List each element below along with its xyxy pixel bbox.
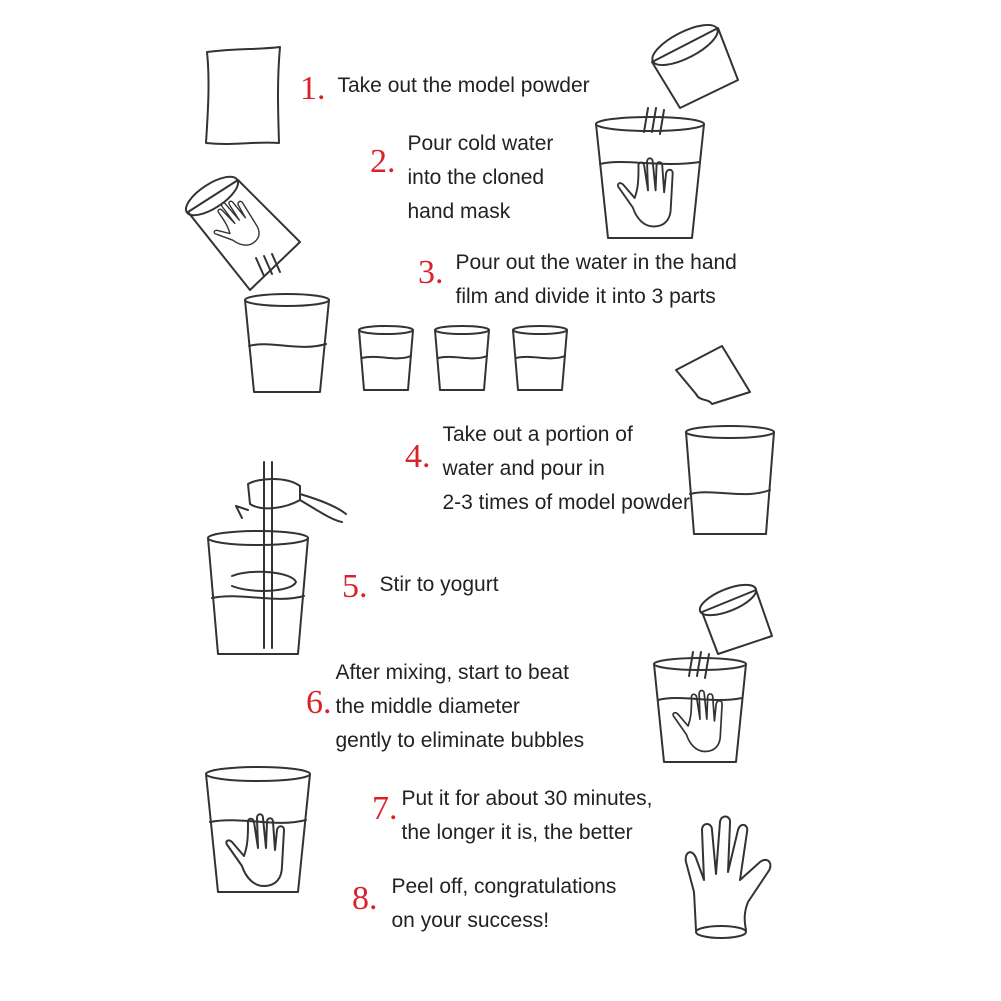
step-text-line: Put it for about 30 minutes, xyxy=(401,787,653,810)
step-text-line: water and pour in xyxy=(442,457,605,480)
step-2 xyxy=(370,127,553,229)
step-5 xyxy=(342,570,499,604)
cup-with-hand-mold-icon xyxy=(596,117,704,238)
small-cup-icon xyxy=(359,326,413,390)
step-8 xyxy=(352,870,616,938)
step-text-line: After mixing, start to beat xyxy=(335,661,569,684)
cup-with-hand-mold-icon xyxy=(206,767,310,892)
step-3 xyxy=(418,246,737,314)
pouring-cup-icon xyxy=(689,579,772,678)
step-text-line: the middle diameter xyxy=(335,695,520,718)
small-cup-icon xyxy=(435,326,489,390)
step-number: 8. xyxy=(352,880,378,917)
powder-packet-icon xyxy=(676,346,750,404)
tilted-cup-with-hand-icon xyxy=(180,170,300,290)
step-4 xyxy=(405,418,690,520)
step-number: 3. xyxy=(418,254,444,291)
step-text-line: 2-3 times of model powder xyxy=(442,491,690,514)
step-7 xyxy=(372,782,652,850)
step-number: 4. xyxy=(405,438,431,475)
step-text-line: on your success! xyxy=(391,909,550,932)
step-number: 1. xyxy=(300,70,326,107)
step-6 xyxy=(306,656,584,758)
small-cup-icon xyxy=(513,326,567,390)
hand-cast-icon xyxy=(686,816,771,938)
step-text-line: Take out the model powder xyxy=(337,74,590,97)
step-text-line: hand mask xyxy=(407,200,511,223)
step-text-line: the longer it is, the better xyxy=(401,821,633,844)
step-text-line: Peel off, congratulations xyxy=(391,875,617,898)
step-text-line: Take out a portion of xyxy=(442,423,633,446)
step-number: 2. xyxy=(370,143,396,180)
step-text-line: film and divide it into 3 parts xyxy=(455,285,716,308)
cup-with-hand-mold-icon xyxy=(654,658,746,762)
large-water-cup-icon xyxy=(245,294,329,392)
step-text-line: Pour cold water xyxy=(407,132,554,155)
step-text-line: Stir to yogurt xyxy=(379,573,499,596)
step-text-line: into the cloned xyxy=(407,166,545,189)
stirring-cup-icon xyxy=(208,462,346,654)
powder-bag-icon xyxy=(206,47,280,144)
step-number: 5. xyxy=(342,568,368,605)
step-number: 7. xyxy=(372,790,398,827)
step-number: 6. xyxy=(306,684,332,721)
powder-mix-cup-icon xyxy=(686,426,774,534)
step-1 xyxy=(300,72,590,106)
step-text-line: Pour out the water in the hand xyxy=(455,251,737,274)
step-text-line: gently to eliminate bubbles xyxy=(335,729,585,752)
